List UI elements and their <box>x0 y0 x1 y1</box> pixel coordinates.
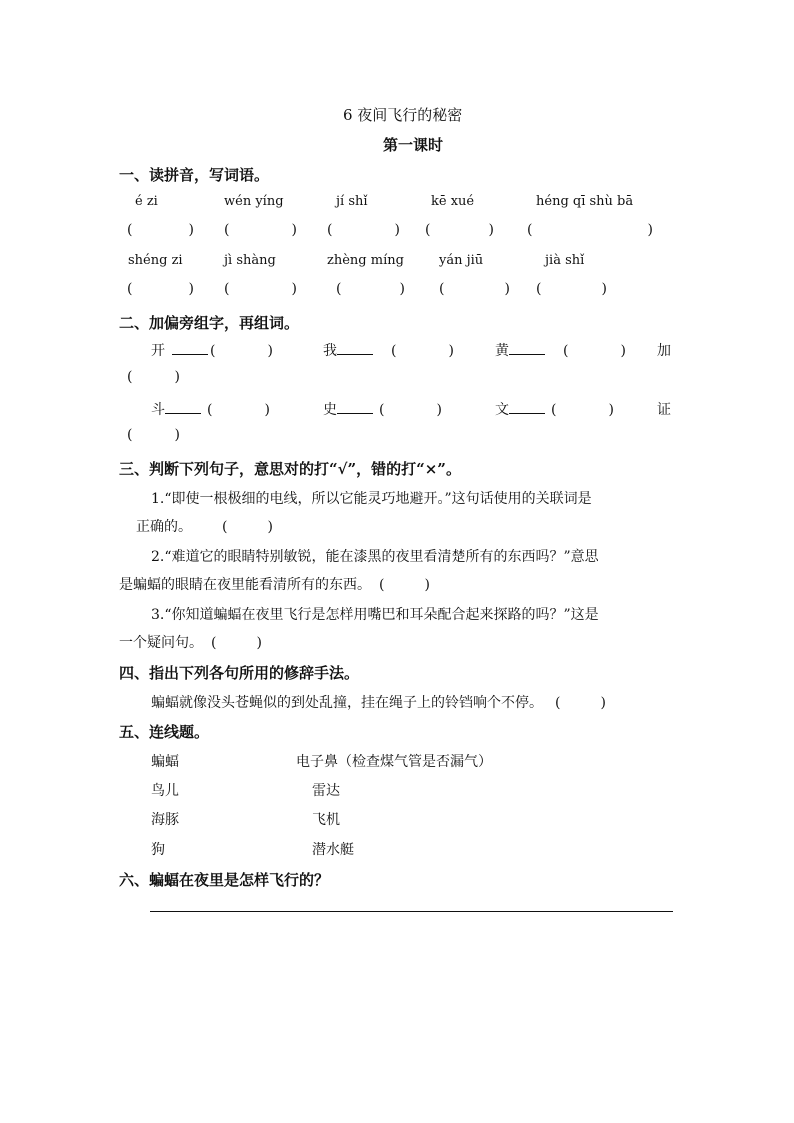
judge-q2-line1: 2.“难道它的眼睛特别敏锐，能在漆黑的夜里看清楚所有的东西吗？”意思 <box>151 549 599 565</box>
radical-blank[interactable] <box>509 399 545 414</box>
radical-blank[interactable] <box>172 340 208 355</box>
section-1-heading: 一、读拼音，写词语。 <box>119 166 270 184</box>
pinyin-1-2: wén yíng <box>224 194 284 209</box>
match-left-1[interactable]: 蝙蝠 <box>151 754 179 770</box>
match-left-4[interactable]: 狗 <box>151 842 165 858</box>
judge-q1-answer[interactable]: ( ) <box>222 519 273 535</box>
pinyin-2-5: jià shǐ <box>545 253 585 268</box>
answer-box-1-1[interactable]: ( ) <box>127 222 194 238</box>
answer-box-2-2[interactable]: ( ) <box>224 281 297 297</box>
answer-box-1-5[interactable]: ( ) <box>527 222 653 238</box>
pinyin-2-3: zhèng míng <box>327 253 404 268</box>
radical-item-3: 黄 ( ) <box>495 340 626 360</box>
radical-item-5: 斗 ( ) <box>151 399 270 419</box>
answer-box-2-4[interactable]: ( ) <box>439 281 510 297</box>
pinyin-1-4: kē xué <box>431 194 475 209</box>
match-right-1[interactable]: 电子鼻（检查煤气管是否漏气） <box>296 754 492 770</box>
match-left-2[interactable]: 鸟儿 <box>151 783 179 799</box>
judge-q3-line1: 3.“你知道蝙蝠在夜里飞行是怎样用嘴巴和耳朵配合起来探路的吗？”这是 <box>151 607 599 623</box>
radical-item-1: 开 ( ) <box>151 340 273 360</box>
pinyin-2-4: yán jiū <box>439 253 484 268</box>
match-right-3[interactable]: 飞机 <box>312 812 340 828</box>
match-right-4[interactable]: 潜水艇 <box>312 842 354 858</box>
section-6-heading: 六、蝙蝠在夜里是怎样飞行的？ <box>119 871 330 889</box>
answer-box-2-1[interactable]: ( ) <box>127 281 194 297</box>
section-3-heading: 三、判断下列句子，意思对的打“√”，错的打“×”。 <box>119 460 461 478</box>
radical-blank[interactable] <box>165 399 201 414</box>
pinyin-1-3: jí shǐ <box>336 194 368 209</box>
rhetoric-sentence: 蝙蝠就像没头苍蝇似的到处乱撞，挂在绳子上的铃铛响个不停。 ( ) <box>151 695 606 711</box>
answer-box-1-3[interactable]: ( ) <box>327 222 400 238</box>
radical-item-2: 我 ( ) <box>323 340 454 360</box>
section-2-heading: 二、加偏旁组字，再组词。 <box>119 314 300 332</box>
answer-box-2-3[interactable]: ( ) <box>336 281 405 297</box>
pinyin-1-1: é zi <box>135 194 158 209</box>
answer-box-1-2[interactable]: ( ) <box>224 222 297 238</box>
answer-box-2-5[interactable]: ( ) <box>536 281 607 297</box>
radical-blank[interactable] <box>337 340 373 355</box>
judge-q1-line1: 1.“即使一根极细的电线，所以它能灵巧地避开。”这句话使用的关联词是 <box>151 491 592 507</box>
radical-blank[interactable] <box>509 340 545 355</box>
answer-box-radical-8[interactable]: ( ) <box>127 427 180 443</box>
judge-q3-line2: 一个疑问句。 ( ) <box>119 635 262 651</box>
pinyin-2-1: shéng zi <box>128 253 183 268</box>
match-left-3[interactable]: 海豚 <box>151 812 179 828</box>
answer-writing-line[interactable] <box>150 911 673 912</box>
radical-blank[interactable] <box>337 399 373 414</box>
match-right-2[interactable]: 雷达 <box>312 783 340 799</box>
judge-q1-line2: 正确的。 ( ) <box>136 519 273 535</box>
radical-char-4: 加 <box>657 343 671 359</box>
radical-item-6: 史 ( ) <box>323 399 442 419</box>
rhetoric-answer[interactable]: ( ) <box>555 695 606 711</box>
judge-q2-line2: 是蝙蝠的眼睛在夜里能看清所有的东西。 ( ) <box>119 577 430 593</box>
answer-box-radical-4[interactable]: ( ) <box>127 369 180 385</box>
section-5-heading: 五、连线题。 <box>119 723 210 741</box>
answer-box-1-4[interactable]: ( ) <box>425 222 494 238</box>
pinyin-2-2: jì shàng <box>224 253 276 268</box>
radical-item-7: 文 ( ) <box>495 399 614 419</box>
lesson-subtitle: 第一课时 <box>383 136 444 154</box>
section-4-heading: 四、指出下列各句所用的修辞手法。 <box>119 664 360 682</box>
judge-q2-answer[interactable]: ( ) <box>379 577 430 593</box>
pinyin-1-5: héng qī shù bā <box>536 194 634 209</box>
radical-char-8: 证 <box>657 402 671 418</box>
judge-q3-answer[interactable]: ( ) <box>211 635 262 651</box>
page-title: 6 夜间飞行的秘密 <box>343 106 463 124</box>
